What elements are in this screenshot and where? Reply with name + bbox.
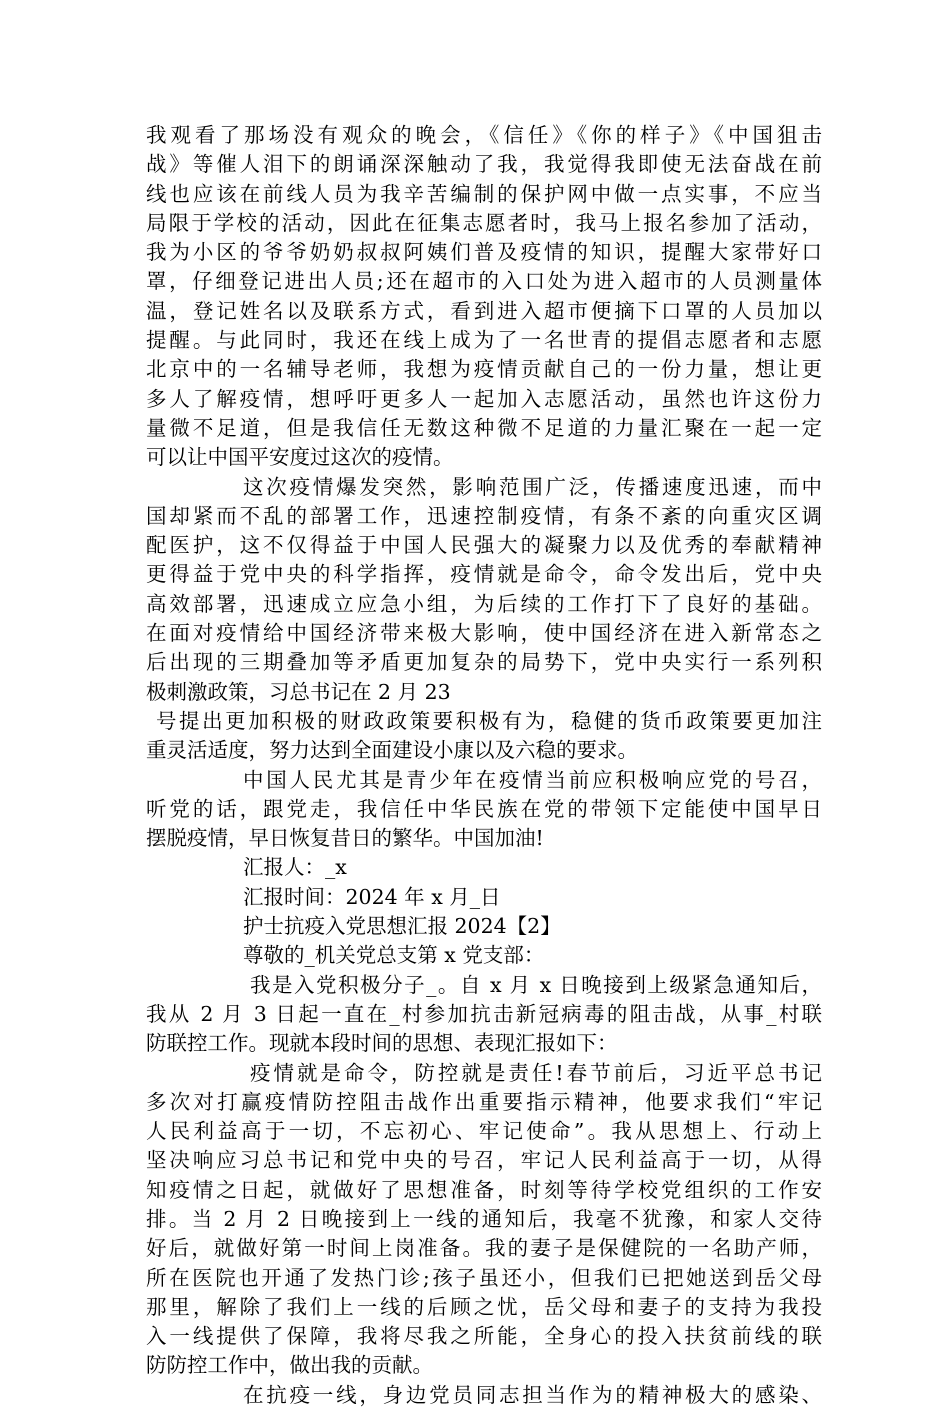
text-line: 更得益于党中央的科学指挥，疫情就是命令，命令发出后，党中央	[146, 562, 822, 587]
report-date-line: 汇报时间：2024 年 x 月_日	[243, 884, 501, 909]
text-line: 量微不足道，但是我信任无数这种微不足道的力量汇聚在一起一定	[146, 415, 822, 440]
text-line: 我从 2 月 3 日起一直在_村参加抗击新冠病毒的阻击战，从事_村联	[146, 1001, 822, 1026]
text-line: 战》等催人泪下的朗诵深深触动了我，我觉得我即使无法奋战在前	[146, 152, 822, 177]
paragraph-start-line: 中国人民尤其是青少年在疫情当前应积极响应党的号召，	[243, 767, 822, 792]
text-line: 听党的话，跟党走，我信任中华民族在党的带领下定能使中国早日	[146, 796, 822, 821]
text-line: 入一线提供了保障，我将尽我之所能，全身心的投入扶贫前线的联	[146, 1324, 822, 1349]
text-line: 高效部署，迅速成立应急小组，为后续的工作打下了良好的基础。	[146, 591, 822, 616]
document-body	[146, 121, 822, 1410]
text-line: 国却紧而不乱的部署工作，迅速控制疫情，有条不紊的向重灾区调	[146, 503, 822, 528]
section-title: 护士抗疫入党思想汇报 2024【2】	[243, 914, 561, 939]
paragraph-start-line: 这次疫情爆发突然，影响范围广泛，传播速度迅速，而中	[243, 474, 822, 499]
paragraph-start-line: 我是入党积极分子_。自 x 月 x 日晚接到上级紧急通知后，	[250, 972, 822, 997]
text-line: 我观看了那场没有观众的晚会，《信任》《你的样子》《中国狙击	[146, 123, 822, 147]
text-line: 坚决响应习总书记和党中央的号召，牢记人民利益高于一切，从得	[146, 1148, 822, 1173]
text-line: 可以让中国平安度过这次的疫情。	[146, 445, 454, 470]
text-line: 线也应该在前线人员为我辛苦编制的保护网中做一点实事，不应当	[146, 181, 822, 206]
text-line: 防联控工作。现就本段时间的思想、表现汇报如下：	[146, 1031, 618, 1056]
text-line: 北京中的一名辅导老师，我想为疫情贡献自己的一份力量，想让更	[146, 357, 822, 382]
text-line: 罩，仔细登记进出人员;还在超市的入口处为进入超市的人员测量体	[146, 269, 822, 294]
text-line: 好后，就做好第一时间上岗准备。我的妻子是保健院的一名助产师，	[146, 1236, 822, 1261]
text-line: 后出现的三期叠加等矛盾更加复杂的局势下，党中央实行一系列积	[146, 650, 822, 675]
text-line: 局限于学校的活动，因此在征集志愿者时，我马上报名参加了活动，	[146, 210, 822, 235]
text-line: 温，登记姓名以及联系方式，看到进入超市便摘下口罩的人员加以	[146, 298, 822, 323]
reporter-line: 汇报人：_x	[243, 855, 347, 880]
salutation-line: 尊敬的_机关党总支第 x 党支部：	[243, 943, 545, 968]
paragraph-start-line: 在抗疫一线，身边党员同志担当作为的精神极大的感染、	[243, 1382, 822, 1407]
text-line: 在面对疫情给中国经济带来极大影响，使中国经济在进入新常态之	[146, 621, 822, 646]
text-line: 我为小区的爷爷奶奶叔叔阿姨们普及疫情的知识，提醒大家带好口	[146, 240, 822, 265]
text-line: 所在医院也开通了发热门诊;孩子虽还小，但我们已把她送到岳父母	[146, 1265, 822, 1290]
paragraph-start-line: 疫情就是命令，防控就是责任!春节前后，习近平总书记	[250, 1060, 822, 1085]
text-line: 号提出更加积极的财政政策要积极有为，稳健的货币政策要更加注	[156, 708, 822, 733]
text-line: 那里，解除了我们上一线的后顾之忧，岳父母和妻子的支持为我投	[146, 1294, 822, 1319]
text-line: 知疫情之日起，就做好了思想准备，时刻等待学校党组织的工作安	[146, 1177, 822, 1202]
text-line: 多人了解疫情，想呼吁更多人一起加入志愿活动，虽然也许这份力	[146, 386, 822, 411]
text-line: 配医护，这不仅得益于中国人民强大的凝聚力以及优秀的奉献精神	[146, 533, 822, 558]
text-line: 重灵活适度，努力达到全面建设小康以及六稳的要求。	[146, 738, 638, 763]
text-line: 人民利益高于一切，不忘初心、牢记使命”。我从思想上、行动上	[146, 1119, 822, 1144]
text-line: 摆脱疫情，早日恢复昔日的繁华。中国加油!	[146, 826, 544, 851]
text-line: 排。当 2 月 2 日晚接到上一线的通知后，我毫不犹豫，和家人交待	[146, 1206, 822, 1231]
text-line: 极刺激政策，习总书记在 2 月 23	[146, 679, 451, 704]
text-line: 提醒。与此同时，我还在线上成为了一名世青的提倡志愿者和志愿	[146, 328, 822, 353]
text-line: 多次对打赢疫情防控阻击战作出重要指示精神，他要求我们“牢记	[146, 1089, 822, 1114]
text-line: 防防控工作中，做出我的贡献。	[146, 1353, 433, 1378]
